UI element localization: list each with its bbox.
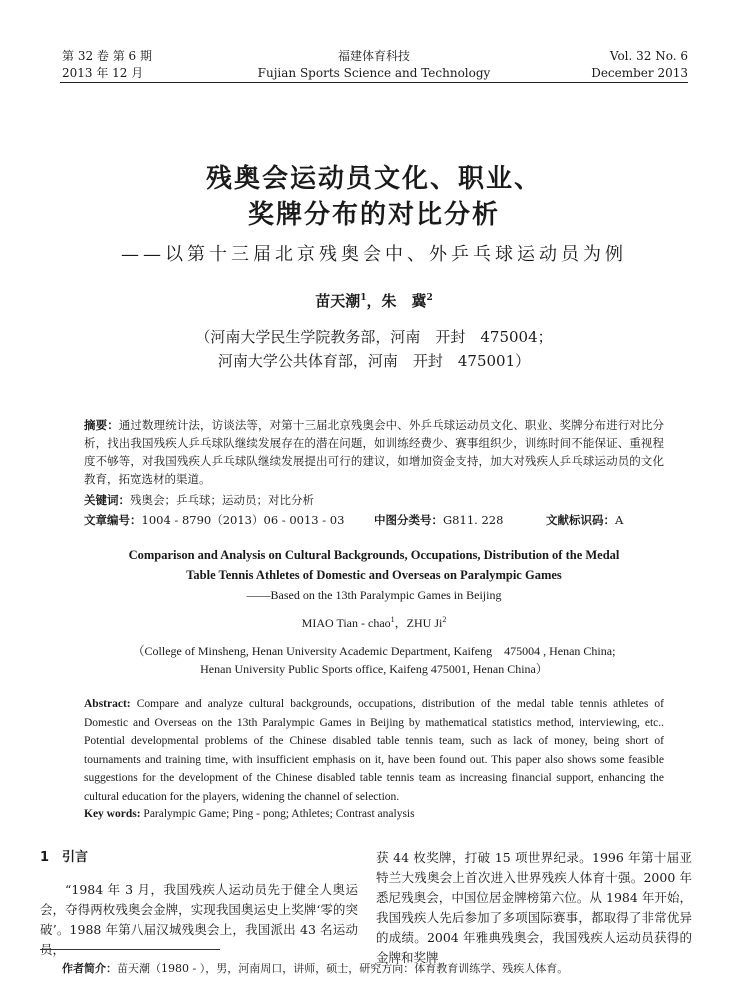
article-number xyxy=(84,512,344,528)
abstract-en-text: Compare and analyze cultural backgrounds, occupations, distribution of the medal table tennis athletes of Domestic and Overseas on the 13th Paralympic Games in Beijing by mathematical statistics method, interviewing, etc.. Potential developmental problems of the Chinese disabled table tennis team, such as lack of money, being short of tournaments and training time, with insufficient emphasis on it, have been found out. This paper also shows some feasible suggestions for the development of the Chinese disabled table tennis team as increasing financial support, enhancing the cultural education for the players, widening the channel of selection. xyxy=(84,698,665,803)
english-title-line2: Table Tennis Athletes of Domestic and Overseas on Paralympic Games xyxy=(186,568,562,582)
clc-label: 中图分类号： xyxy=(374,513,443,527)
body-paragraph: 获 44 枚奖牌，打破 15 项世界纪录。1996 年第十届亚特兰大残奥会上首次进入世界残疾人体育十强。2000 年悉尼残奥会，中国位居金牌榜第六位。从 1984 年开始，我国残疾人先后参加了多项国际赛事，都取得了非常优异的成绩。2004 年雅典残奥会，我国残疾人运动员获得的金牌和奖牌 xyxy=(376,850,692,965)
english-author-separator: ， xyxy=(394,616,407,630)
author-name: 朱 冀 xyxy=(381,292,427,310)
volume-issue-en: Vol. 32 No. 6 xyxy=(609,49,688,63)
footnote-text: 苗天潮（1980 - ），男，河南周口，讲师，硕士，研究方向：体育教育训练学、残疾人体育。 xyxy=(117,962,569,975)
journal-volume-info-en xyxy=(591,48,688,82)
author-affiliation-mark: 2 xyxy=(426,293,433,303)
publication-date: 2013 年 12 月 xyxy=(62,66,144,80)
paper-title-line1: 残奥会运动员文化、职业、 xyxy=(205,164,542,194)
affiliation-line: （河南大学民生学院教务部，河南 开封 475004； xyxy=(195,328,553,346)
journal-name-cn: 福建体育科技 xyxy=(337,49,410,63)
article-number-label: 文章编号： xyxy=(84,513,142,527)
english-author-name: ZHU Ji xyxy=(406,616,443,630)
author-list xyxy=(0,290,748,311)
author-affiliation-mark: 1 xyxy=(360,293,367,303)
paper-title-line2: 奖牌分布的对比分析 xyxy=(247,200,500,230)
abstract-text: 通过数理统计法，访谈法等，对第十三届北京残奥会中、外乒乓球运动员文化、职业、奖牌分布进行对比分析，找出我国残疾人乒乓球队继续发展存在的潜在问题，如训练经费少、赛事组织少，训练时间不能保证、重视程度不够等，对我国残疾人乒乓球队继续发展提出可行的建议，如增加资金支持，加大对残疾人乒乓球运动员的文化教育，拓宽选材的渠道。 xyxy=(84,418,665,486)
body-paragraph: “1984 年 3 月，我国残疾人运动员先于健全人奥运会，夺得两枚残奥会金牌，实现我国奥运史上奖牌‘零的突破’。1988 年第八届汉城残奥会上，我国派出 43 名运动员， xyxy=(40,882,358,957)
keywords-label: 关键词： xyxy=(84,493,130,507)
abstract-en xyxy=(84,695,664,806)
document-code-label: 文献标识码： xyxy=(546,513,615,527)
header-divider xyxy=(60,82,688,83)
volume-issue: 第 32 卷 第 6 期 xyxy=(62,49,152,63)
keywords-en-text: Paralympic Game; Ping - pong; Athletes; Contrast analysis xyxy=(143,808,415,820)
clc-number xyxy=(374,512,503,528)
affiliation-line: 河南大学公共体育部，河南 开封 475001） xyxy=(217,352,531,370)
english-author-mark: 2 xyxy=(442,615,447,624)
english-author-name: MIAO Tian - chao xyxy=(301,616,391,630)
author-separator: ， xyxy=(366,292,382,310)
author-bio-footnote xyxy=(62,960,568,976)
paper-subtitle: ——以第十三届北京残奥会中、外乒乓球运动员为例 xyxy=(121,244,627,265)
keywords-text: 残奥会；乒乓球；运动员；对比分析 xyxy=(130,493,314,507)
document-code-value: A xyxy=(615,513,624,527)
document-code xyxy=(546,512,623,528)
abstract-en-label: Abstract: xyxy=(84,698,137,710)
keywords-en xyxy=(84,808,415,820)
footnote-label: 作者简介： xyxy=(62,962,117,975)
english-affiliation-line: Henan University Public Sports office, Kaifeng 475001, Henan China） xyxy=(200,662,548,676)
keywords-en-label: Key words: xyxy=(84,808,144,820)
keywords-cn xyxy=(84,492,314,508)
english-title-line1: Comparison and Analysis on Cultural Backgrounds, Occupations, Distribution of the Medal xyxy=(128,548,620,562)
body-column-right xyxy=(376,848,692,968)
publication-date-en: December 2013 xyxy=(591,66,688,80)
english-author-mark: 1 xyxy=(390,615,395,624)
english-author-list xyxy=(0,614,748,631)
journal-name-en: Fujian Sports Science and Technology xyxy=(257,66,491,80)
english-subtitle: ——Based on the 13th Paralympic Games in Beijing xyxy=(246,588,502,602)
abstract-cn xyxy=(84,416,664,488)
english-affiliation-line: （College of Minsheng, Henan University Academic Department, Kaifeng 475004 , Henan China; xyxy=(132,644,616,658)
footnote-divider xyxy=(40,949,220,950)
section-heading: 1 引言 xyxy=(40,850,89,865)
abstract-label: 摘要： xyxy=(84,418,119,432)
article-metadata xyxy=(84,512,664,530)
article-number-value: 1004 - 8790（2013）06 - 0013 - 03 xyxy=(141,513,345,527)
author-name: 苗天潮 xyxy=(315,292,361,310)
body-column-left xyxy=(40,848,358,960)
clc-value: G811. 228 xyxy=(443,513,504,527)
